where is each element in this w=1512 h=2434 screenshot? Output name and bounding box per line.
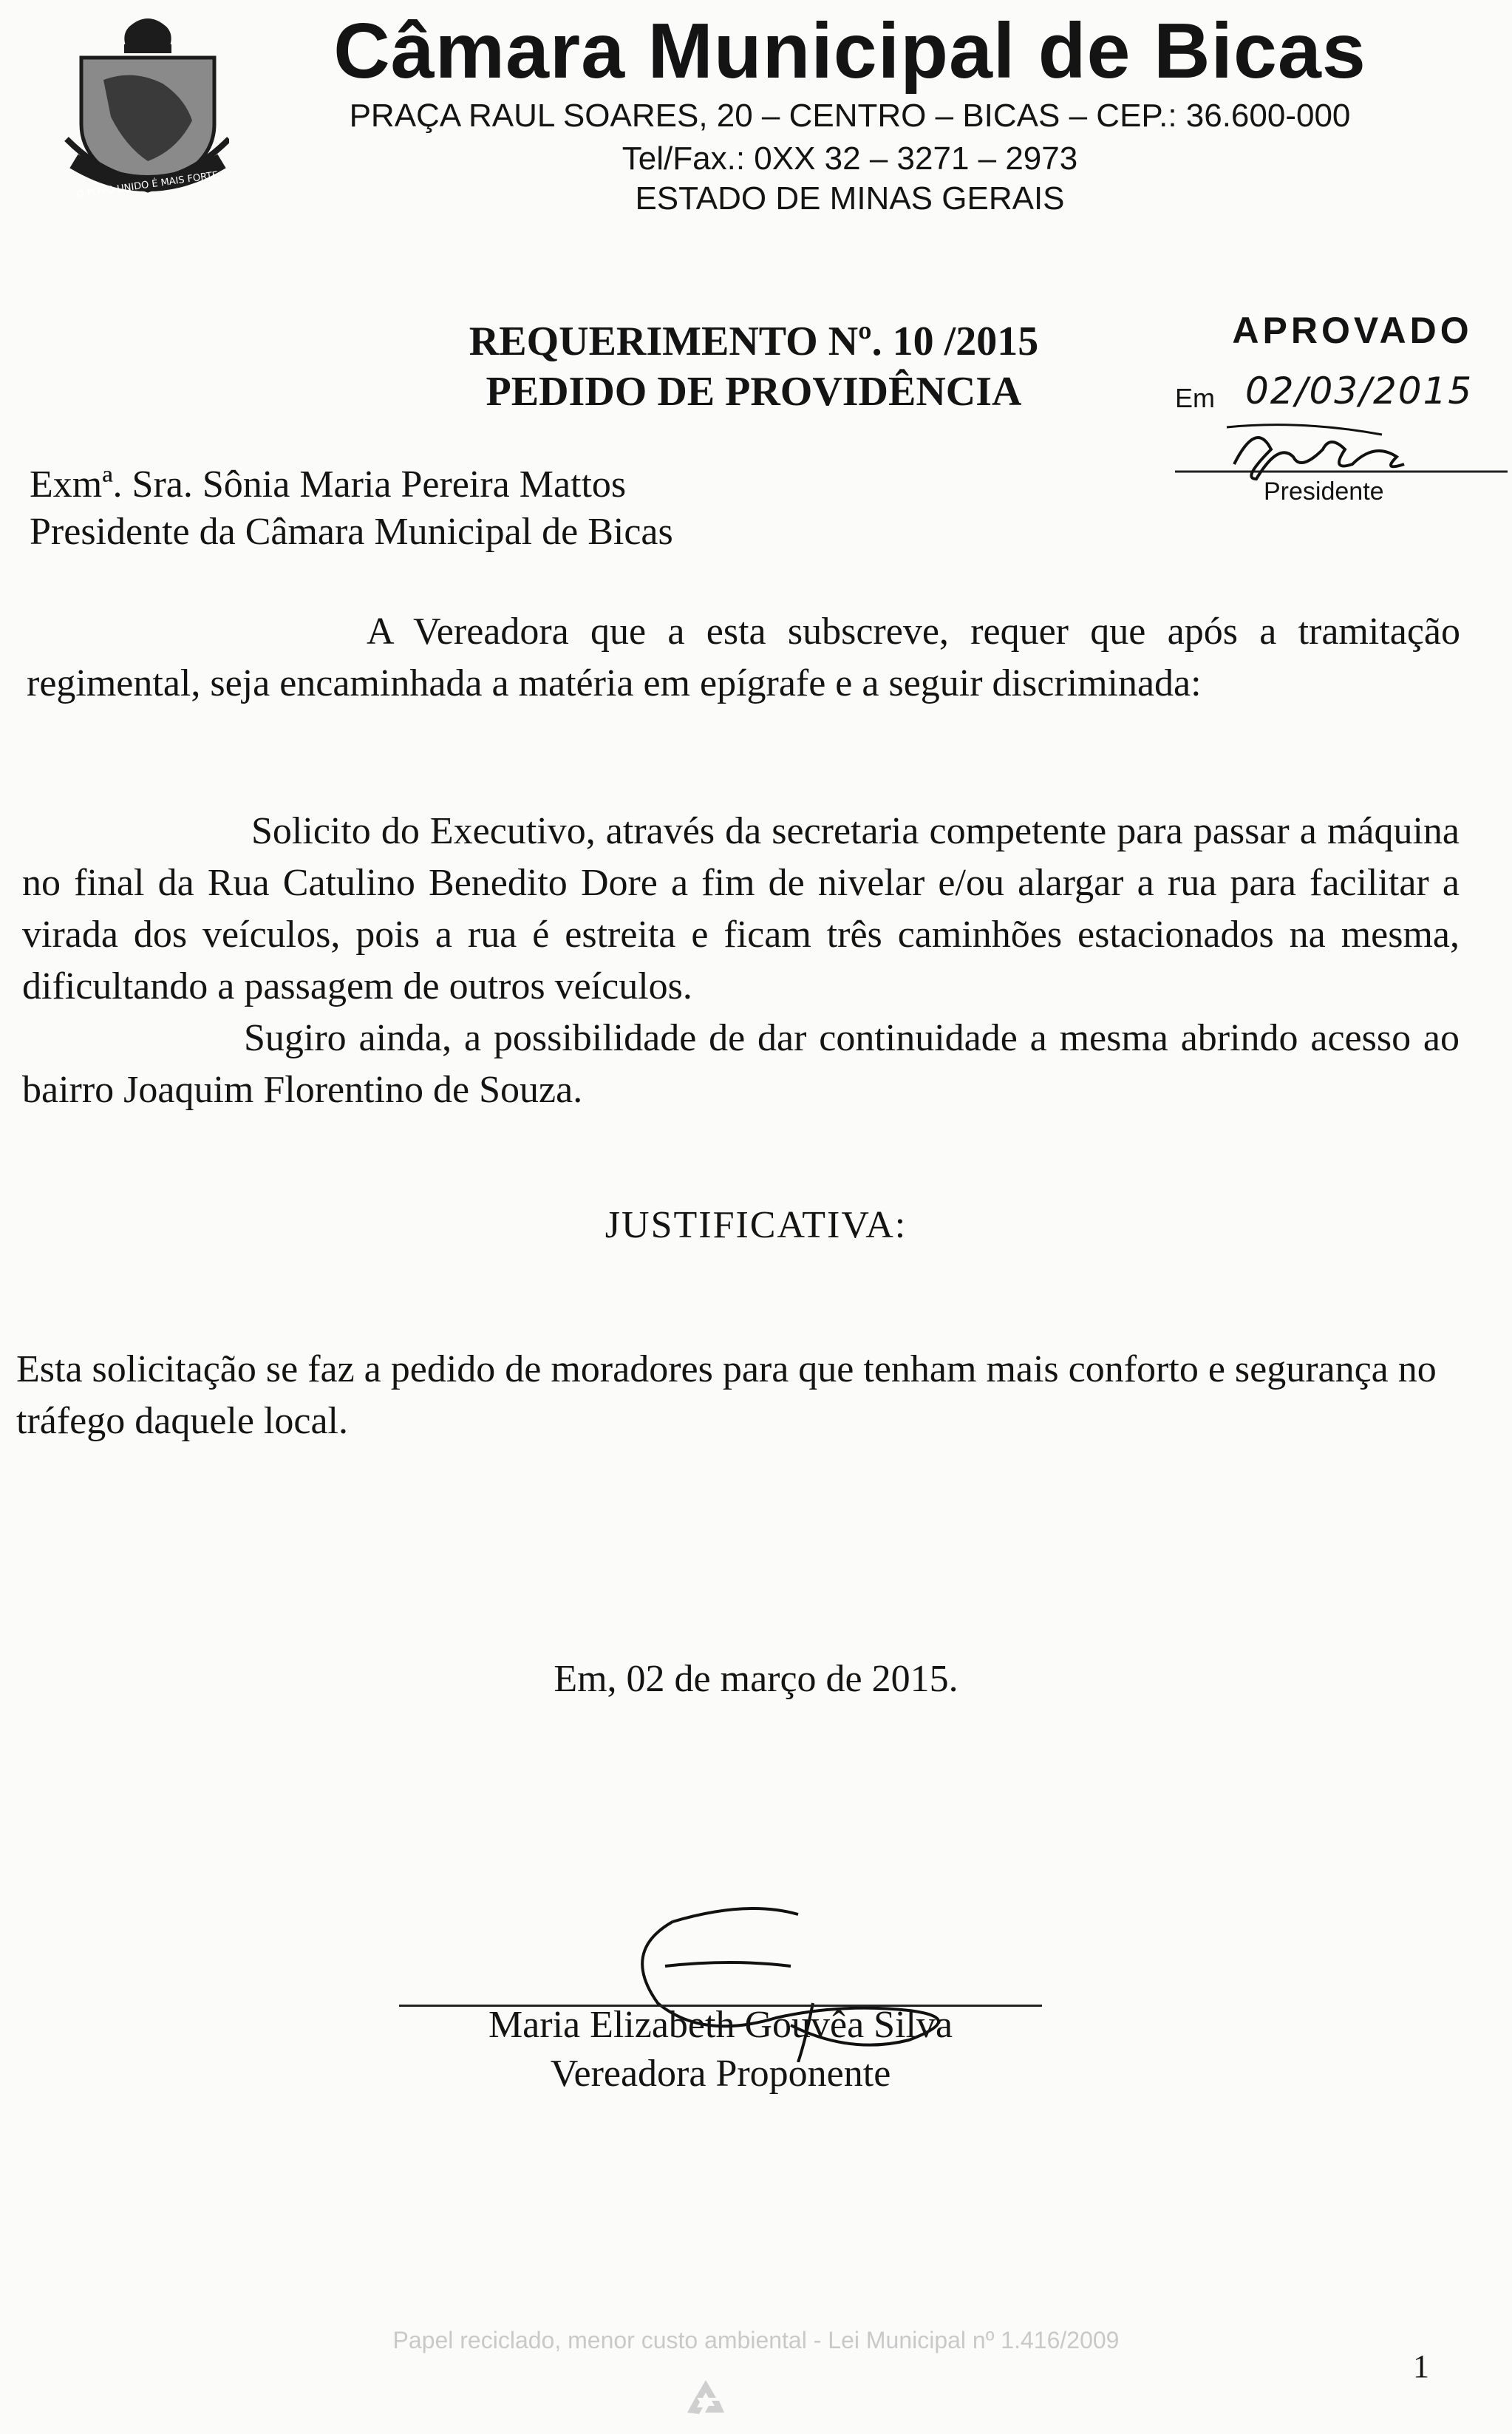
organization-address: PRAÇA RAUL SOARES, 20 – CENTRO – BICAS – CEP.: 36.600-000 <box>349 98 1351 134</box>
approval-role: Presidente <box>1264 477 1384 506</box>
organization-state: ESTADO DE MINAS GERAIS <box>635 180 1065 217</box>
signer-name: Maria Elizabeth Gouvêa Silva <box>488 2004 953 2046</box>
requirement-number: REQUERIMENTO Nº. 10 /2015 <box>469 319 1039 364</box>
organization-phone: Tel/Fax.: 0XX 32 – 3271 – 2973 <box>622 140 1078 177</box>
organization-name: Câmara Municipal de Bicas <box>333 7 1366 95</box>
municipal-crest-icon <box>52 13 229 213</box>
intro-paragraph: A Vereadora que a esta subscreve, requer que após a tramitação regimental, seja encaminhada a matéria em epígrafe e a seguir discriminada: <box>27 611 1460 704</box>
approval-status: APROVADO <box>1232 310 1473 351</box>
request-paragraph: Solicito do Executivo, através da secretaria competente para passar a máquina no final da Rua Catulino Benedito Dore a fim de nivelar e/ou alargar a rua para facilitar a virada dos veículos, pois a rua é estreita e ficam três caminhões estacionados na mesma, dificultando a passagem de outros veículos. <box>22 810 1460 1007</box>
addressee-title: Presidente da Câmara Municipal de Bicas <box>30 511 673 553</box>
approval-stamp <box>1168 309 1508 516</box>
justification-heading: JUSTIFICATIVA: <box>605 1204 907 1246</box>
addressee-name: Exmª. Sra. Sônia Maria Pereira Mattos <box>30 463 627 506</box>
approval-date: 02/03/2015 <box>1245 370 1474 412</box>
svg-text:O POVO UNIDO É MAIS FORTE: O POVO UNIDO É MAIS FORTE <box>75 169 219 201</box>
document-date: Em, 02 de março de 2015. <box>554 1658 958 1700</box>
justification-paragraph: Esta solicitação se faz a pedido de moradores para que tenham mais conforto e segurança no tráfego daquele local. <box>16 1348 1437 1442</box>
recycle-icon <box>680 2374 732 2426</box>
suggestion-paragraph: Sugiro ainda, a possibilidade de dar continuidade a mesma abrindo acesso ao bairro Joaquim Florentino de Souza. <box>22 1017 1460 1111</box>
footer-recycled-note: Papel reciclado, menor custo ambiental - Lei Municipal nº 1.416/2009 <box>392 2327 1120 2353</box>
signer-role: Vereadora Proponente <box>550 2053 891 2095</box>
approval-date-prefix: Em <box>1175 383 1215 413</box>
page-number: 1 <box>1413 2348 1429 2384</box>
requirement-subject: PEDIDO DE PROVIDÊNCIA <box>486 369 1022 415</box>
